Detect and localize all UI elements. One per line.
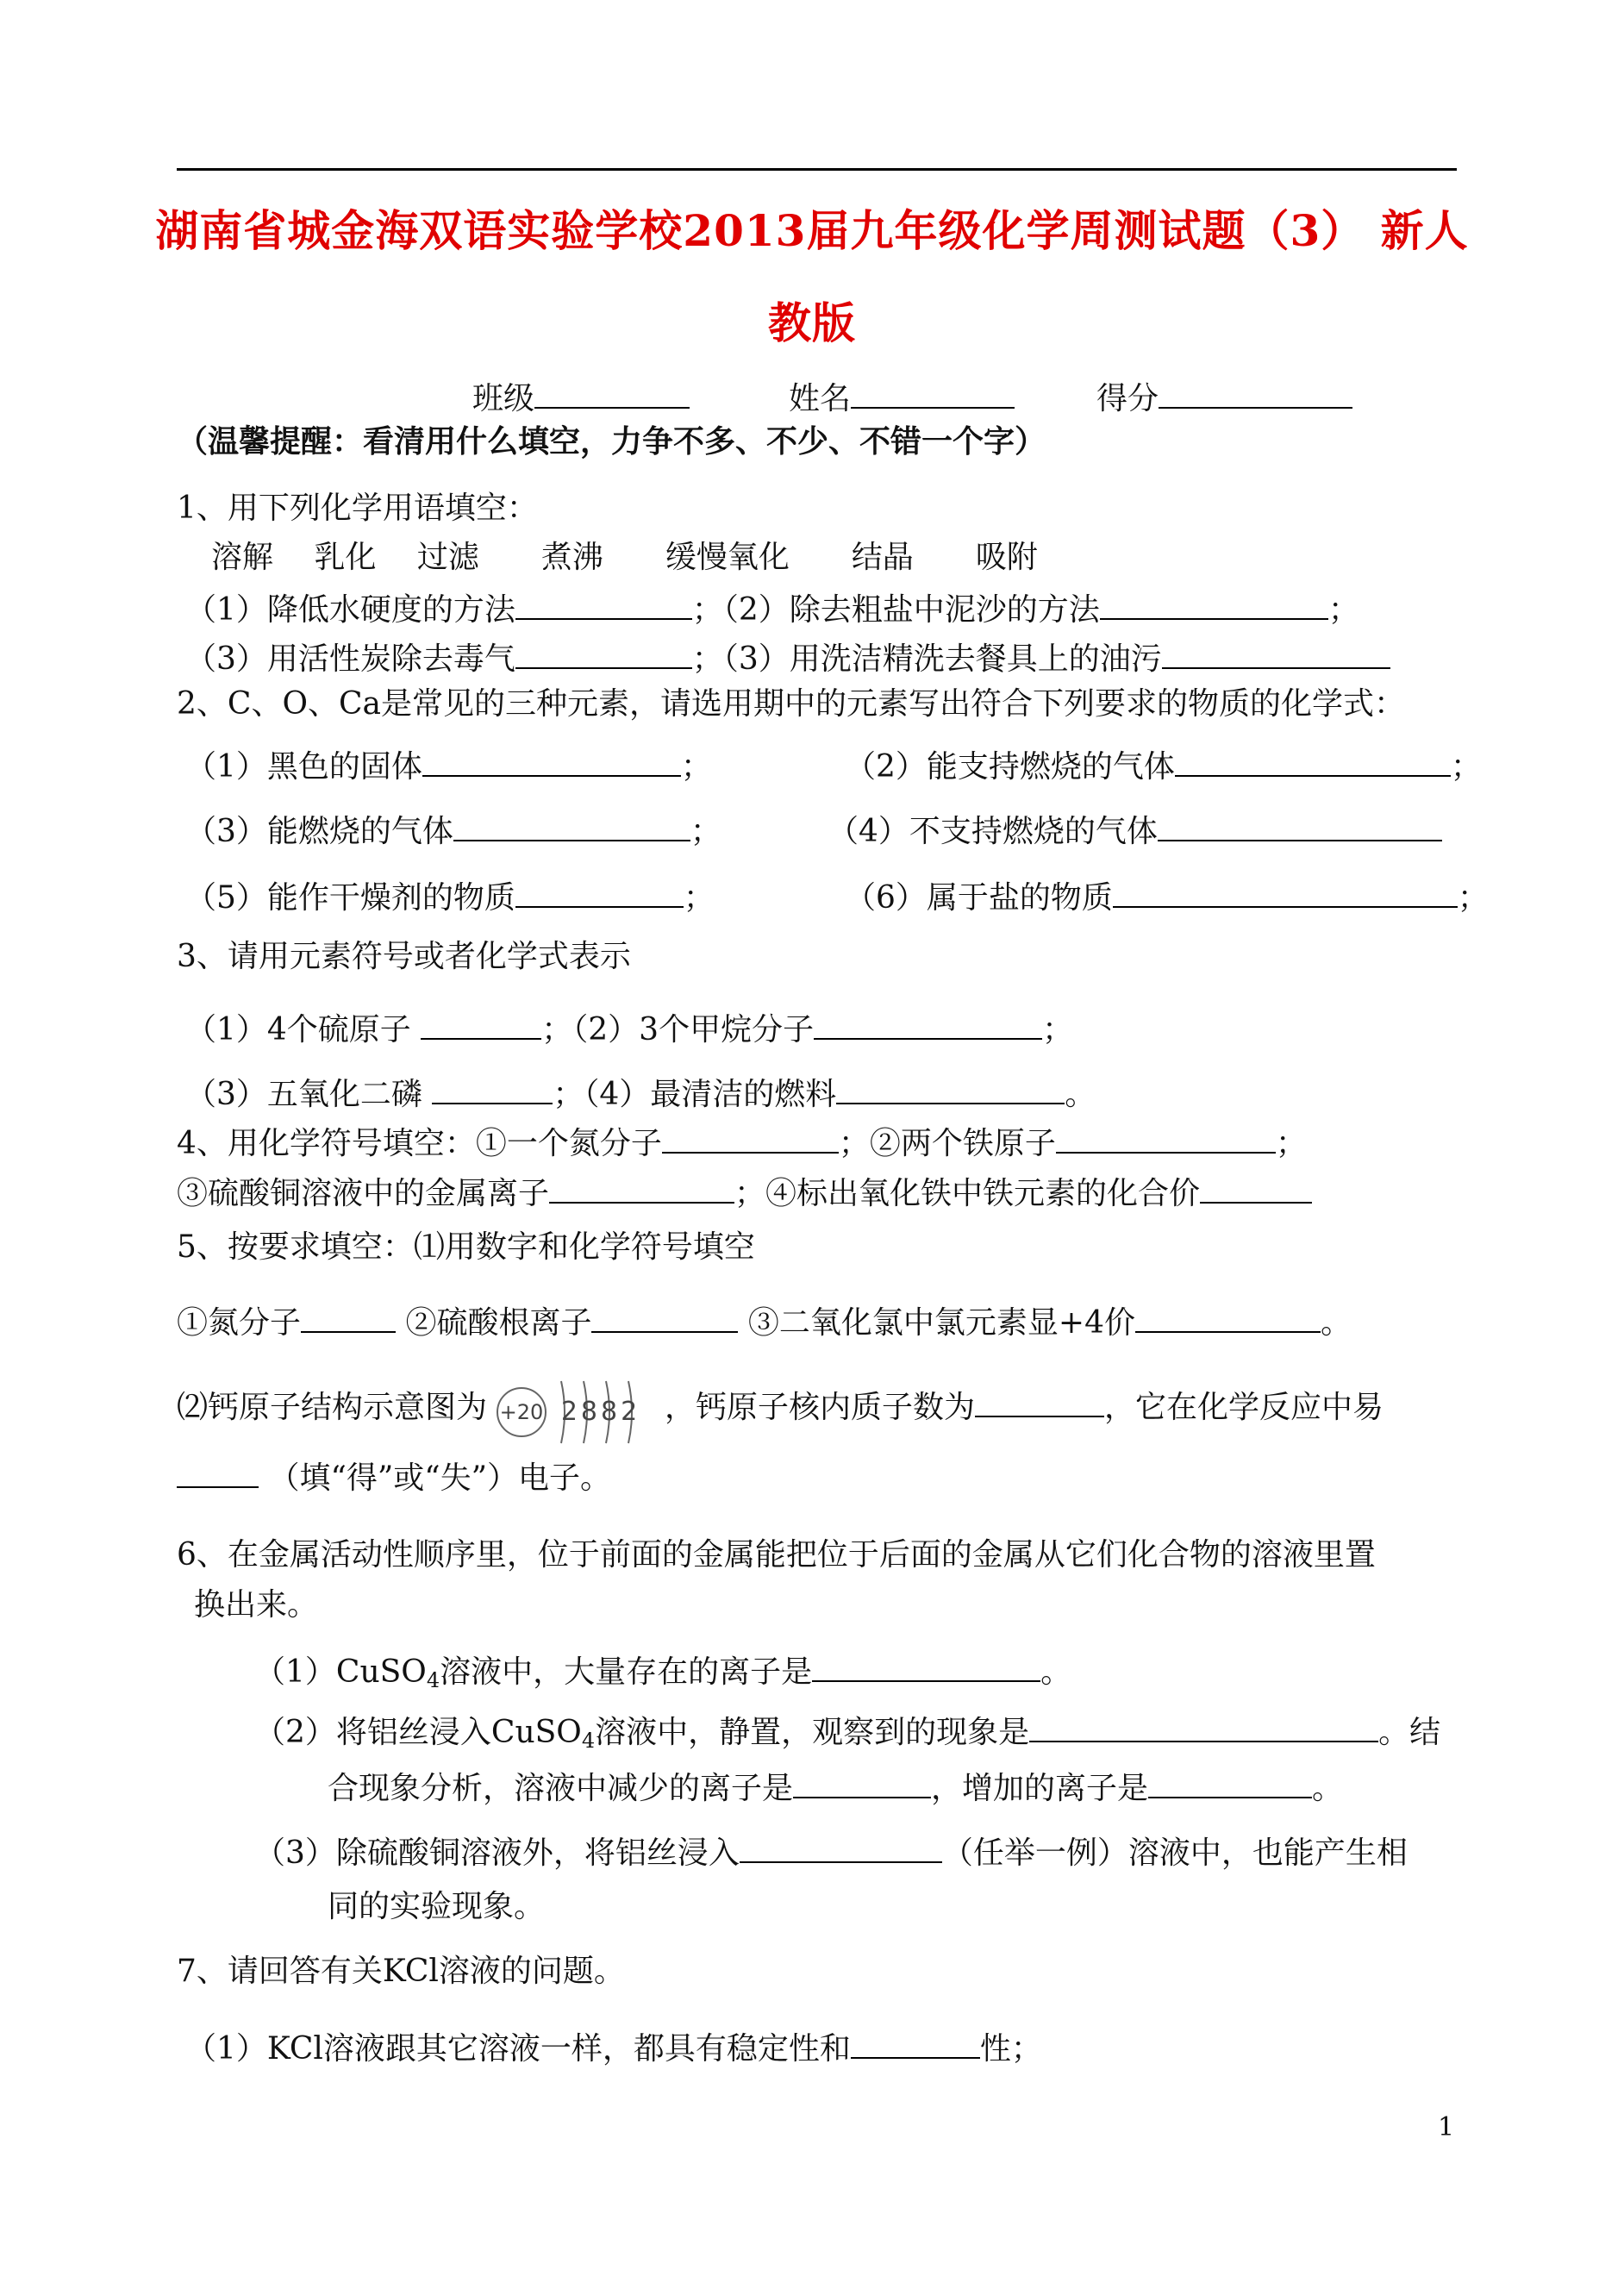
q5-blank4[interactable]	[975, 1386, 1104, 1417]
q5-item3: ③二氧化氯中氯元素显+4价	[738, 1305, 1135, 1341]
q6-row1	[254, 1651, 1071, 1699]
q6-item2-end: 。结	[1378, 1715, 1441, 1750]
q6-row2	[254, 1711, 1440, 1760]
q6-row4	[254, 1832, 1408, 1873]
q2-blank6[interactable]	[1113, 877, 1458, 908]
electron-shells: 2882	[560, 1397, 641, 1427]
q4-blank1[interactable]	[662, 1122, 839, 1154]
q6-item2-sub: 4	[581, 1729, 596, 1753]
q3-blank2[interactable]	[814, 1009, 1042, 1040]
tip-text: （温馨提醒：看清用什么填空，力争不多、不少、不错一个字）	[177, 423, 1046, 460]
q6-item1-sub: 4	[426, 1668, 440, 1692]
q3-row1	[185, 1009, 1073, 1049]
q1-blank3[interactable]	[515, 638, 692, 669]
q2-item5-label: （5）能作干燥剂的物质	[185, 880, 515, 916]
header-fields	[472, 378, 1352, 418]
q1-item2: ；（2）除去粗盐中泥沙的方法	[691, 592, 1100, 628]
q6-blank2[interactable]	[1029, 1711, 1378, 1742]
q2-item3	[185, 810, 721, 851]
q2-semi1: ；	[680, 749, 712, 785]
q2-item3-label: （3）能燃烧的气体	[185, 814, 453, 849]
q2-item4-label: （4）不支持燃烧的气体	[828, 814, 1158, 849]
q5-stem: 5、按要求填空：⑴用数字和化学符号填空	[177, 1229, 755, 1265]
q6-period2: 。	[1312, 1771, 1344, 1806]
q6-row5: 同的实验现象。	[328, 1889, 546, 1924]
q6-item2-line2: 合现象分析，溶液中减少的离子是	[328, 1771, 794, 1806]
q1-semicolon: ；	[1327, 592, 1359, 628]
q4-semi: ；	[1275, 1126, 1307, 1161]
q1-blank1[interactable]	[515, 589, 692, 620]
q3-item3: （3）五氧化二磷	[185, 1077, 433, 1112]
name-label: 姓名	[789, 381, 852, 416]
q3-blank3[interactable]	[432, 1073, 553, 1104]
score-label: 得分	[1096, 381, 1159, 416]
q6-blank4[interactable]	[1148, 1767, 1312, 1798]
q1-blank2[interactable]	[1100, 589, 1328, 620]
top-rule	[177, 168, 1457, 171]
q7-blank1[interactable]	[851, 2028, 980, 2059]
q2-blank2[interactable]	[1175, 746, 1451, 777]
q7-item1: （1）KCl溶液跟其它溶液一样，都具有稳定性和	[185, 2031, 851, 2067]
q6-item3-b: （任举一例）溶液中，也能产生相	[941, 1835, 1408, 1871]
page-title-continued: 教版	[768, 297, 856, 348]
q4-row1	[177, 1122, 1307, 1163]
q3-period: 。	[1065, 1077, 1096, 1112]
q6-item2-line2b: ，增加的离子是	[931, 1771, 1149, 1806]
q5-item2: ②硫酸根离子	[396, 1305, 592, 1341]
q2-item2	[845, 746, 1482, 786]
q7-item1-end: 性；	[979, 2031, 1042, 2067]
q3-item4: ；（4）最清洁的燃料	[553, 1077, 837, 1112]
q6-item1-pre: （1）CuSO	[254, 1654, 427, 1690]
q5-row3	[177, 1457, 611, 1498]
q2-semi2: ；	[1450, 749, 1482, 785]
q2-stem: 2、C、O、Ca是常见的三种元素，请选用期中的元素写出符合下列要求的物质的化学式：	[177, 686, 1405, 722]
q7-row1	[185, 2028, 1042, 2068]
q3-semi: ；	[1042, 1012, 1074, 1047]
q5-blank5[interactable]	[177, 1457, 259, 1488]
class-blank[interactable]	[534, 378, 690, 409]
q2-item2-label: （2）能支持燃烧的气体	[845, 749, 1175, 785]
q2-item5	[185, 877, 715, 917]
q4-blank3[interactable]	[549, 1173, 734, 1204]
q3-item1: （1）4个硫原子	[185, 1012, 422, 1047]
q1-item4: ；（3）用洗洁精洗去餐具上的油污	[691, 641, 1162, 677]
q6-stem: 6、在金属活动性顺序里，位于前面的金属能把位于后面的金属从它们化合物的溶液里置	[177, 1537, 1376, 1573]
q1-item1: （1）降低水硬度的方法	[185, 592, 515, 628]
nucleus-charge: +20	[499, 1400, 544, 1424]
name-blank[interactable]	[851, 378, 1015, 409]
q5-period: 。	[1320, 1305, 1352, 1341]
q2-semi3: ；	[690, 814, 721, 849]
page-number: 1	[1438, 2112, 1455, 2142]
q5-item4: ⑵钙原子结构示意图为	[177, 1390, 488, 1425]
q4-item2: ；②两个铁原子	[838, 1126, 1056, 1161]
q6-stem-cont: 换出来。	[194, 1587, 319, 1623]
q1-stem: 1、用下列化学用语填空：	[177, 491, 538, 526]
q3-item2: ；（2）3个甲烷分子	[541, 1012, 815, 1047]
q2-blank1[interactable]	[422, 746, 681, 777]
q5-row1	[177, 1302, 1352, 1342]
q6-item2-post: 溶液中，静置，观察到的现象是	[595, 1715, 1030, 1750]
score-blank[interactable]	[1159, 378, 1352, 409]
q4-item3: ③硫酸铜溶液中的金属离子	[177, 1176, 550, 1211]
q7-stem: 7、请回答有关KCl溶液的问题。	[177, 1954, 625, 1989]
q5-item7: （填“得”或“失”）电子。	[259, 1460, 612, 1496]
q2-blank5[interactable]	[515, 877, 684, 908]
q4-row2	[177, 1173, 1312, 1213]
q6-item3: （3）除硫酸铜溶液外，将铝丝浸入	[254, 1835, 740, 1871]
q2-item6-label: （6）属于盐的物质	[845, 880, 1113, 916]
q2-item6	[845, 877, 1489, 917]
q1-row1	[185, 589, 1359, 629]
q1-row2	[185, 638, 1390, 678]
q6-blank3[interactable]	[793, 1767, 931, 1798]
q6-blank1[interactable]	[812, 1651, 1040, 1682]
q6-row3	[328, 1767, 1343, 1808]
q5-item1: ①氮分子	[177, 1305, 302, 1341]
q5-row2	[177, 1362, 1384, 1457]
q3-row2	[185, 1073, 1096, 1114]
q4-blank2[interactable]	[1056, 1122, 1276, 1154]
q5-item5: ，钙原子核内质子数为	[665, 1390, 976, 1425]
class-label: 班级	[472, 381, 535, 416]
q6-item1-post: 溶液中，大量存在的离子是	[440, 1654, 813, 1690]
q6-item2-pre: （2）将铝丝浸入CuSO	[254, 1715, 582, 1750]
q2-item1-label: （1）黑色的固体	[185, 749, 422, 785]
q1-blank4[interactable]	[1162, 638, 1390, 669]
q3-blank1[interactable]	[421, 1009, 541, 1040]
q1-item3: （3）用活性炭除去毒气	[185, 641, 515, 677]
page-title: 湖南省城金海双语实验学校2013届九年级化学周测试题（3） 新人	[155, 205, 1469, 256]
q4-blank4[interactable]	[1200, 1173, 1312, 1204]
q5-blank1[interactable]	[301, 1302, 396, 1333]
calcium-atom-diagram	[494, 1362, 658, 1457]
q5-blank3[interactable]	[1135, 1302, 1321, 1333]
q3-blank4[interactable]	[836, 1073, 1065, 1104]
q6-period1: 。	[1040, 1654, 1072, 1690]
q4-item1: 4、用化学符号填空：①一个氮分子	[177, 1126, 662, 1161]
q5-item6: ，它在化学反应中易	[1104, 1390, 1384, 1425]
q3-stem: 3、请用元素符号或者化学式表示	[177, 939, 631, 974]
q2-semi5: ；	[683, 880, 715, 916]
q5-blank2[interactable]	[591, 1302, 738, 1333]
q2-semi6: ；	[1457, 880, 1489, 916]
q2-item4	[828, 810, 1442, 851]
q2-item1	[185, 746, 712, 786]
q1-options: 溶解 乳化 过滤 煮沸 缓慢氧化 结晶 吸附	[211, 540, 1038, 575]
q2-blank4[interactable]	[1158, 810, 1442, 841]
q2-blank3[interactable]	[453, 810, 690, 841]
q4-item4: ；④标出氧化铁中铁元素的化合价	[734, 1176, 1201, 1211]
q6-blank5[interactable]	[740, 1832, 942, 1863]
